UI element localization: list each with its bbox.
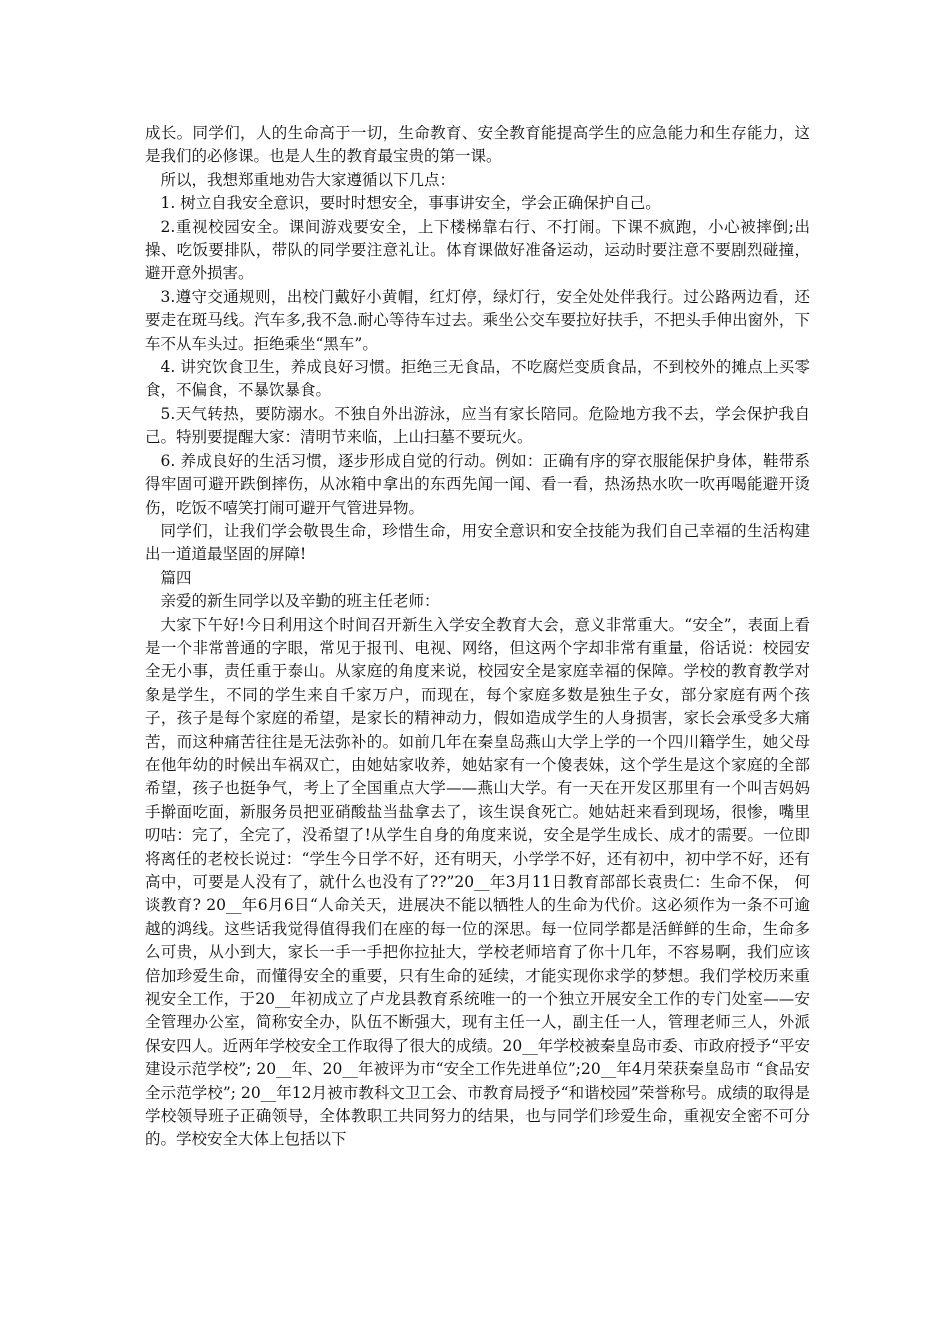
- paragraph-closing: 同学们，让我们学会敬畏生命，珍惜生命，用安全意识和安全技能为我们自己幸福的生活构建出一道道最坚固的屏障!: [145, 521, 810, 564]
- section-title: 篇四: [160, 568, 192, 587]
- paragraph-point-2: 2.重视校园安全。课间游戏要安全，上下楼梯靠右行、不打闹。下课不疯跑，小心被摔倒;出操、吃饭要排队，带队的同学要注意礼让。体育课做好准备运动，运动时要注意不要剧烈碰撞，避开意外损害。: [145, 217, 810, 283]
- paragraph-advice-lead: 所以，我想郑重地劝告大家遵循以下几点：: [160, 170, 456, 189]
- paragraph-speech: 大家下午好!今日利用这个时间召开新生入学安全教育大会，意义非常重大。“安全”，表面上看是一个非常普通的字眼，常见于报刊、电视、网络，但这两个字却非常有重量，俗话说：校园安全无小事，责任重于泰山。从家庭的角度来说，校园安全是家庭幸福的保障。学校的教育教学对象是学生，不同的学生来自千家万户，而现在，每个家庭多数是独生子女，部分家庭有两个孩子，孩子是每个家庭的希望，是家长的精神动力，假如造成学生的人身损害，家长会承受多大痛苦，而这种痛苦往往是无法弥补的。如前几年在秦皇岛燕山大学上学的一个四川籍学生，她父母在他年幼的时候出车祸双亡，由她姑家收养，她姑家有一个傻表妹，这个学生是这个家庭的全部希望，孩子也挺争气，考上了全国重点大学——燕山大学。有一天在开发区那里有一个叫吉妈妈手擀面吃面，新服务员把亚硝酸盐当盐拿去了，该生误食死亡。她姑赶来看到现场，很惨，嘴里叨咕：完了，全完了，没希望了!从学生自身的角度来说，安全是学生成长、成才的需要。一位即将离任的老校长说过：“学生今日学不好，还有明天，小学学不好，还有初中，初中学不好，还有高中，可要是人没有了，就什么也没有了??”20__年3月11日教育部部长袁贵仁：生命不保， 何谈教育? 20__年6月6日“人命关天，进展决不能以牺牲人的生命为代价。这必须作为一条不可逾越的鸿线。这些话我觉得值得我们在座的每一位的深思。每一位同学都是活鲜鲜的生命，生命多么可贵，从小到大，家长一手一手把你拉扯大，学校老师培育了你十几年，不容易啊，我们应该倍加珍爱生命，而懂得安全的重要，只有生命的延续，才能实现你求学的梦想。我们学校历来重视安全工作，于20__年初成立了卢龙县教育系统唯一的一个独立开展安全工作的专门处室——安全管理办公室，简称安全办，队伍不断强大，现有主任一人，副主任一人，管理老师三人，外派保安四人。近两年学校安全工作取得了很大的成绩。20__年学校被秦皇岛市委、市政府授予“平安建设示范学校”; 20__年、20__年被评为市“安全工作先进单位”;20__年4月荣获秦皇岛市 “食品安全示范学校”; 20__年12月被市教科文卫工会、市教育局授予“和谐校园”荣誉称号。成绩的取得是学校领导班子正确领导，全体教职工共同努力的结果，也与同学们珍爱生命，重视安全密不可分的。学校安全大体上包括以下: [145, 615, 810, 1149]
- document-page: [145, 122, 810, 1152]
- paragraph-point-1: 1. 树立自我安全意识，要时时想安全，事事讲安全，学会正确保护自己。: [160, 194, 661, 213]
- paragraph-intro: 成长。同学们，人的生命高于一切，生命教育、安全教育能提高学生的应急能力和生存能力，这是我们的必修课。也是人生的教育最宝贵的第一课。: [145, 124, 810, 166]
- paragraph-point-6: 6. 养成良好的生活习惯，逐步形成自觉的行动。例如：正确有序的穿衣服能保护身体，鞋带系得牢固可避开跌倒摔伤，从冰箱中拿出的东西先闻一闻、看一看，热汤热水吹一吹再喝能避开烫伤，吃饭不嘻笑打闹可避开气管进异物。: [145, 451, 810, 517]
- paragraph-point-4: 4. 讲究饮食卫生，养成良好习惯。拒绝三无食品，不吃腐烂变质食品，不到校外的摊点上买零食，不偏食，不暴饮暴食。: [145, 358, 810, 400]
- paragraph-point-5: 5.天气转热，要防溺水。不独自外出游泳，应当有家长陪同。危险地方我不去，学会保护我自己。特别要提醒大家：清明节来临，上山扫墓不要玩火。: [145, 404, 810, 447]
- paragraph-point-3: 3.遵守交通规则，出校门戴好小黄帽，红灯停，绿灯行，安全处处伴我行。过公路两边看，还要走在斑马线。汽车多,我不急.耐心等待车过去。乘坐公交车要拉好扶手，不把头手伸出窗外，下车不从车头过。拒绝乘坐“黑车”。: [145, 287, 810, 353]
- salutation: 亲爱的新生同学以及辛勤的班主任老师：: [160, 592, 440, 611]
